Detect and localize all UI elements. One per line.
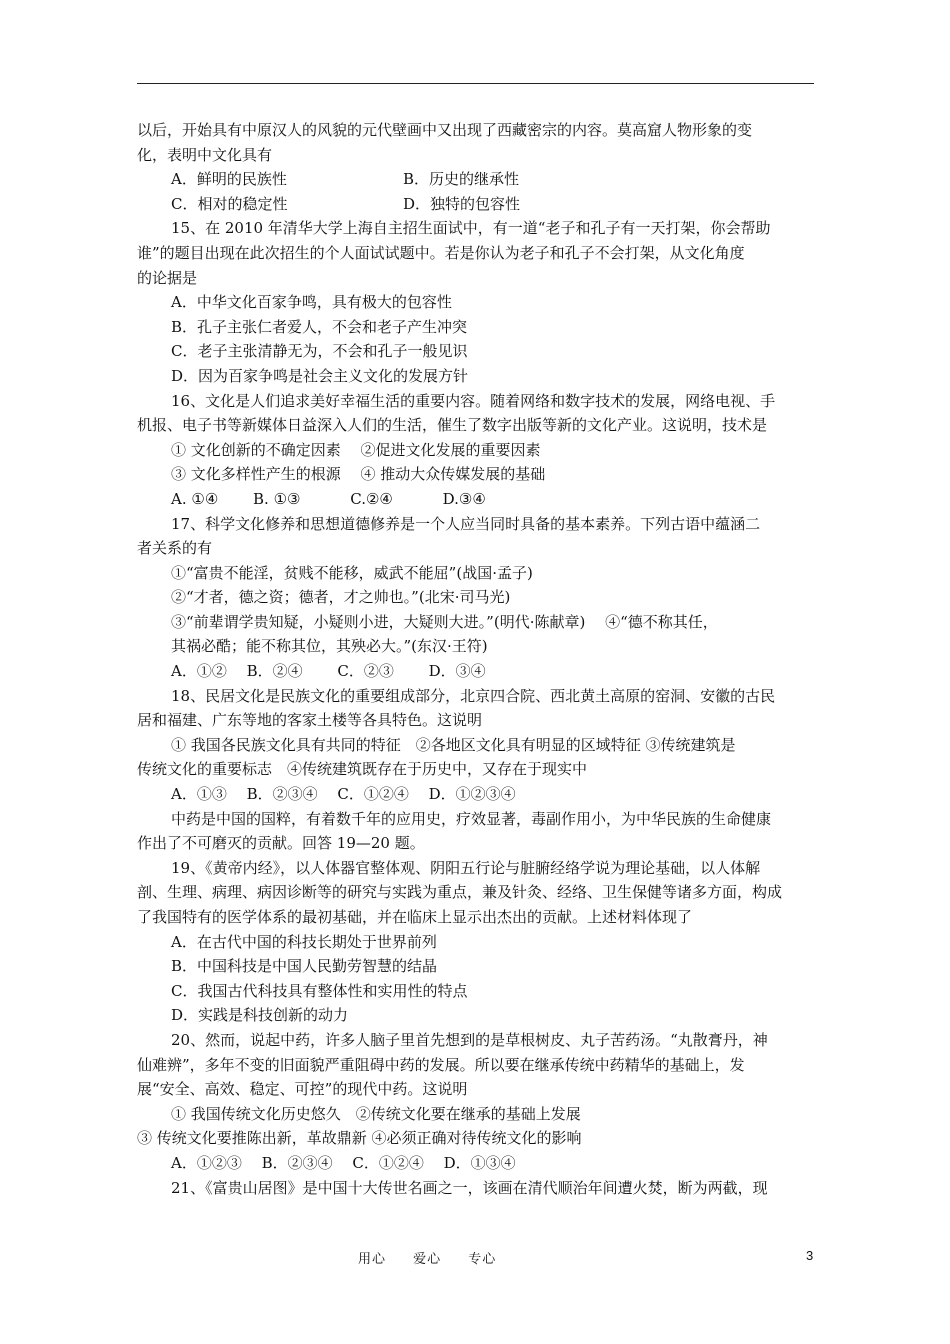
text-line: 展“安全、高效、稳定、可控”的现代中药。这说明 <box>137 1080 468 1099</box>
text-line: 19、《黄帝内经》，以人体器官整体观、阴阳五行论与脏腑经络学说为理论基础，以人体解 <box>171 858 761 877</box>
text-line: 以后，开始具有中原汉人的风貌的元代壁画中又出现了西藏密宗的内容。莫高窟人物形象的变 <box>137 121 753 139</box>
text-line: 居和福建、广东等地的客家土楼等各具特色。这说明 <box>137 711 483 730</box>
text-line: ③ 传统文化要推陈出新，革故鼎新 ④必须正确对待传统文化的影响 <box>137 1129 582 1148</box>
text-line: B．孔子主张仁者爱人，不会和老子产生冲突 <box>171 317 468 336</box>
text-line: B．中国科技是中国人民勤劳智慧的结晶 <box>171 957 438 976</box>
header-rule <box>137 83 814 84</box>
text-line: ① 我国传统文化历史悠久 ②传统文化要在继承的基础上发展 <box>171 1104 581 1123</box>
text-line: 谁”的题目出现在此次招生的个人面试试题中。若是你认为老子和孔子不会打架，从文化角度 <box>137 243 745 262</box>
text-line: C．我国古代科技具有整体性和实用性的特点 <box>171 981 468 1000</box>
option-text: D．独特的包容性 <box>403 194 521 213</box>
text-line: 的论据是 <box>137 268 198 287</box>
text-line: A．①② B．②④ C．②③ D．③④ <box>171 662 486 681</box>
text-line: 传统文化的重要标志 ④传统建筑既存在于历史中，又存在于现实中 <box>137 760 588 779</box>
text-line: 仙难辨”，多年不变的旧面貌严重阻碍中药的发展。所以要在继承传统中药精华的基础上，发 <box>137 1055 745 1074</box>
text-line: ③“前辈谓学贵知疑，小疑则小进，大疑则大进。”(明代·陈献章) ④“德不称其任， <box>171 612 718 631</box>
text-line: ③ 文化多样性产生的根源 ④ 推动大众传媒发展的基础 <box>171 465 546 484</box>
option-pair-line <box>137 192 815 217</box>
text-line: 15、在 2010 年清华大学上海自主招生面试中，有一道“老子和孔子有一天打架，你会帮助 <box>171 219 771 238</box>
text-line: C．老子主张清静无为，不会和孔子一般见识 <box>171 342 468 361</box>
option-text: B．历史的继承性 <box>403 170 520 189</box>
page-body <box>137 118 815 1200</box>
text-line: 者关系的有 <box>137 539 213 558</box>
text-line: 21、《富贵山居图》是中国十大传世名画之一，该画在清代顺治年间遭火焚，断为两截，现 <box>171 1178 768 1197</box>
text-line: ①“富贵不能淫，贫贱不能移，威武不能屈”(战国·孟子) <box>171 563 533 582</box>
text-line: 了我国特有的医学体系的最初基础，并在临床上显示出杰出的贡献。上述材料体现了 <box>137 908 693 926</box>
text-line: 其祸必酷；能不称其位，其殃必大。”(东汉·王符) <box>171 637 488 656</box>
text-line: 化，表明中文化具有 <box>137 145 273 164</box>
text-line: ②“才者，德之资；德者，才之帅也。”(北宋·司马光) <box>171 588 511 607</box>
page-footer <box>0 1248 950 1268</box>
footer-motto: 用心 爱心 专心 <box>358 1252 497 1267</box>
option-text: A．鲜明的民族性 <box>171 170 287 189</box>
text-line: D．因为百家争鸣是社会主义文化的发展方针 <box>171 366 469 385</box>
option-text: C．相对的稳定性 <box>171 194 288 213</box>
text-line: 中药是中国的国粹，有着数千年的应用史，疗效显著，毒副作用小，为中华民族的生命健康 <box>171 809 772 828</box>
text-line: ① 文化创新的不确定因素 ②促进文化发展的重要因素 <box>171 440 541 459</box>
text-line: 18、民居文化是民族文化的重要组成部分，北京四合院、西北黄土高原的窑洞、安徽的古民 <box>171 686 776 705</box>
text-line: A．在古代中国的科技长期处于世界前列 <box>171 932 437 951</box>
text-line: 机报、电子书等新媒体日益深入人们的生活，催生了数字出版等新的文化产业。这说明，技术是 <box>137 416 768 435</box>
text-line: A. ①④ B. ①③ C.②④ D.③④ <box>171 489 486 508</box>
text-line: 作出了不可磨灭的贡献。回答 19—20 题。 <box>137 834 425 853</box>
text-line: 20、然而，说起中药，许多人脑子里首先想到的是草根树皮、丸子苦药汤。“丸散膏丹，神 <box>171 1030 768 1049</box>
text-line: A．中华文化百家争鸣，具有极大的包容性 <box>171 293 452 312</box>
page-number: 3 <box>806 1248 814 1263</box>
text-line: A．①②③ B．②③④ C．①②④ D．①③④ <box>171 1153 516 1172</box>
text-line: 16、文化是人们追求美好幸福生活的重要内容。随着网络和数字技术的发展，网络电视、手 <box>171 391 776 410</box>
text-line: D．实践是科技创新的动力 <box>171 1006 349 1025</box>
option-pair-line <box>137 167 815 192</box>
text-line: 剖、生理、病理、病因诊断等的研究与实践为重点，兼及针灸、经络、卫生保健等诸多方面，构成 <box>137 883 783 902</box>
text-line: ① 我国各民族文化具有共同的特征 ②各地区文化具有明显的区域特征 ③传统建筑是 <box>171 735 736 754</box>
text-line: 17、科学文化修养和思想道德修养是一个人应当同时具备的基本素养。下列古语中蕴涵二 <box>171 514 761 533</box>
text-line: A．①③ B．②③④ C．①②④ D．①②③④ <box>171 785 516 804</box>
